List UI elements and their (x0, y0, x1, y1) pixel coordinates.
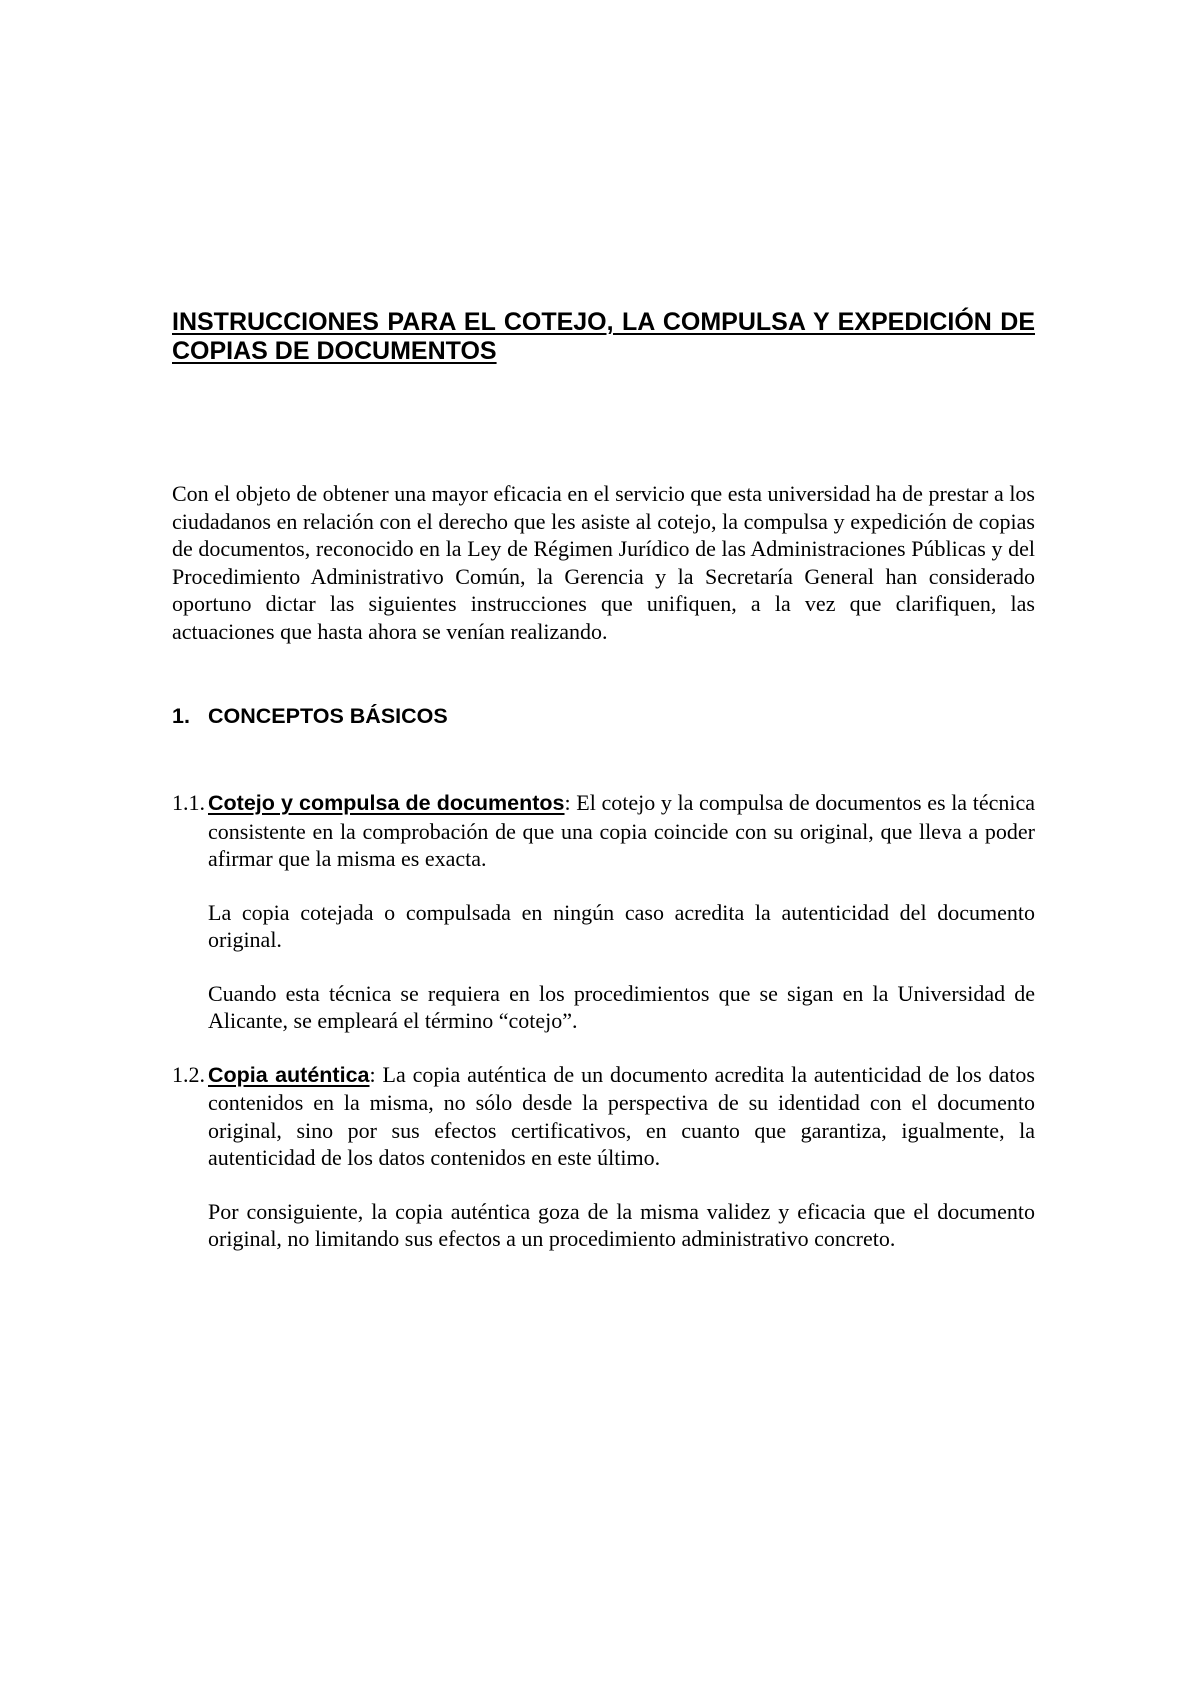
intro-paragraph: Con el objeto de obtener una mayor eficacia en el servicio que esta universidad ha de prestar a los ciudadanos en relación con el derecho que les asiste al cotejo, la compulsa y expedición de copias de documentos, reconocido en la Ley de Régimen Jurídico de las Administraciones Públicas y del Procedimiento Administrativo Común, la Gerencia y la Secretaría General han considerado oportuno dictar las siguientes instrucciones que unifiquen, a la vez que clarifiquen, las actuaciones que hasta ahora se venían realizando. (172, 481, 1035, 644)
item-text: El cotejo y la compulsa de documentos es la técnica consistente en la comprobación de que una copia coincide con su original, que lleva a poder afirmar que la misma es exacta. (208, 790, 1035, 871)
item-paragraph (208, 1061, 1035, 1172)
item-separator: : (369, 1061, 376, 1087)
list-item-copia-autentica (172, 1061, 1035, 1253)
item-separator: : (564, 790, 571, 815)
item-text: La copia auténtica de un documento acredita la autenticidad de los datos contenidos en la misma, no sólo desde la perspectiva de su identidad con el documento original, sino por sus efectos certificativos, en cuanto que garantiza, igualmente, la autenticidad de los datos contenidos en este último. (208, 1061, 1035, 1170)
section-number: 1. (172, 704, 190, 728)
list-item-cotejo (172, 789, 1035, 1035)
item-paragraph: Cuando esta técnica se requiera en los procedimientos que se sigan en la Universidad de Alicante, se empleará el término “cotejo”. (208, 980, 1035, 1033)
document-title: INSTRUCCIONES PARA EL COTEJO, LA COMPULSA Y EXPEDICIÓN DE COPIAS DE DOCUMENTOS (172, 308, 1035, 365)
item-paragraph: La copia cotejada o compulsada en ningún caso acredita la autenticidad del documento original. (208, 899, 1035, 952)
item-number: 1.1. (172, 790, 205, 815)
section-heading (172, 703, 1035, 729)
document-page (172, 308, 1035, 1253)
item-paragraph (208, 789, 1035, 873)
item-term: Copia auténtica (208, 1062, 370, 1087)
item-number: 1.2. (172, 1061, 205, 1087)
item-term: Cotejo y compulsa de documentos (208, 791, 565, 815)
item-paragraph: Por consiguiente, la copia auténtica goza de la misma validez y eficacia que el documento original, no limitando sus efectos a un procedimiento administrativo concreto. (208, 1198, 1035, 1251)
section-title: CONCEPTOS BÁSICOS (208, 704, 448, 728)
